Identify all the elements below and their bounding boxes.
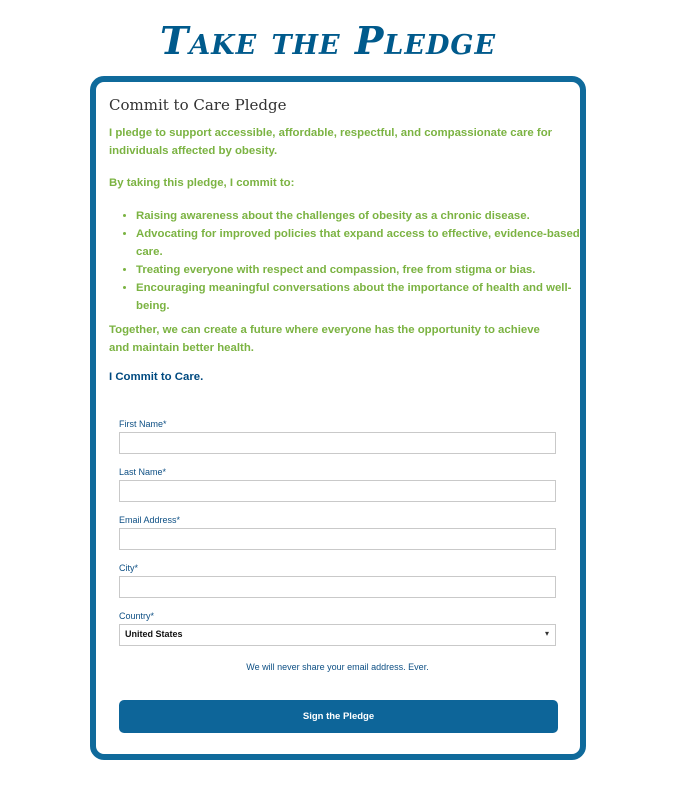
commit-line: I Commit to Care. (109, 371, 204, 383)
commitment-list (109, 207, 586, 315)
city-label: City* (119, 563, 139, 573)
sign-pledge-button[interactable]: Sign the Pledge (119, 700, 558, 733)
last-name-input[interactable] (119, 480, 556, 502)
commitment-item: • Treating everyone with respect and compassion, free from stigma or bias. (136, 261, 586, 279)
pledge-lead: By taking this pledge, I commit to: (109, 177, 295, 189)
country-selected-value: United States (125, 629, 183, 639)
pledge-closing: Together, we can create a future where everyone has the opportunity to achieve and maintain better health. (109, 324, 540, 354)
country-label: Country* (119, 611, 155, 621)
pledge-card (90, 76, 586, 760)
commitment-item: • Advocating for improved policies that expand access to effective, evidence-based care. (136, 225, 586, 261)
last-name-label: Last Name* (119, 467, 167, 477)
commitment-item: • Raising awareness about the challenges of obesity as a chronic disease. (136, 207, 586, 225)
city-input[interactable] (119, 576, 556, 598)
page-heading: Take the Pledge (159, 18, 497, 63)
pledge-intro: I pledge to support accessible, affordable, respectful, and compassionate care for individuals affected by obesity. (109, 127, 553, 157)
country-select[interactable] (119, 624, 556, 646)
email-label: Email Address* (119, 515, 181, 525)
first-name-label: First Name* (119, 419, 167, 429)
dropdown-caret-icon: ▾ (544, 629, 549, 638)
email-input[interactable] (119, 528, 556, 550)
first-name-input[interactable] (119, 432, 556, 454)
privacy-note: We will never share your email address. Ever. (246, 662, 429, 672)
commitment-item: • Encouraging meaningful conversations about the importance of health and well-being. (136, 279, 586, 315)
card-title: Commit to Care Pledge (109, 96, 287, 114)
